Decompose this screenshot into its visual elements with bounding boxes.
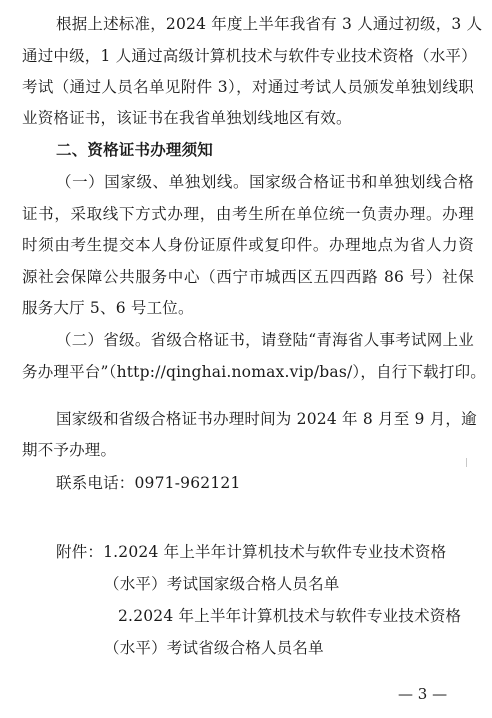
page-number: — 3 — bbox=[398, 685, 448, 703]
intro-line-2: 通过中级，1 人通过高级计算机技术与软件专业技术资格（水平） bbox=[22, 47, 477, 65]
attachment-2-line-1: 2.2024 年上半年计算机技术与软件专业技术资格 bbox=[118, 607, 462, 625]
intro-line-1: 根据上述标准，2024 年度上半年我省有 3 人通过初级，3 人 bbox=[56, 15, 483, 33]
attachment-1-line-1: 附件：1.2024 年上半年计算机技术与软件专业技术资格 bbox=[56, 543, 447, 561]
attachment-2-line-2: （水平）考试省级合格人员名单 bbox=[104, 639, 324, 657]
national-line-2: 证书，采取线下方式办理，由考生所在单位统一负责办理。办理 bbox=[22, 205, 474, 223]
provincial-line-2: 务办理平台”（http://qinghai.nomax.vip/bas/），自行下载打印。 bbox=[22, 363, 486, 381]
time-line-1: 国家级和省级合格证书办理时间为 2024 年 8 月至 9 月，逾 bbox=[56, 410, 477, 428]
national-line-5: 服务大厅 5、6 号工位。 bbox=[22, 299, 194, 317]
contact-phone: 联系电话：0971-962121 bbox=[56, 474, 241, 492]
time-line-2: 期不予办理。 bbox=[22, 441, 117, 459]
intro-line-3: 考试（通过人员名单见附件 3），对通过考试人员颁发单独划线职 bbox=[22, 78, 474, 96]
provincial-line-1: （二）省级。省级合格证书，请登陆“青海省人事考试网上业 bbox=[56, 331, 474, 349]
intro-line-4: 业资格证书，该证书在我省单独划线地区有效。 bbox=[22, 109, 352, 127]
national-line-3: 时须由考生提交本人身份证原件或复印件。办理地点为省人力资 bbox=[22, 236, 474, 254]
national-line-4: 源社会保障公共服务中心（西宁市城西区五四西路 86 号）社保 bbox=[22, 268, 474, 286]
section-heading: 二、资格证书办理须知 bbox=[56, 140, 214, 159]
scan-mark bbox=[466, 458, 467, 467]
attachment-1-line-2: （水平）考试国家级合格人员名单 bbox=[104, 575, 340, 593]
national-line-1: （一）国家级、单独划线。国家级合格证书和单独划线合格 bbox=[56, 173, 474, 191]
